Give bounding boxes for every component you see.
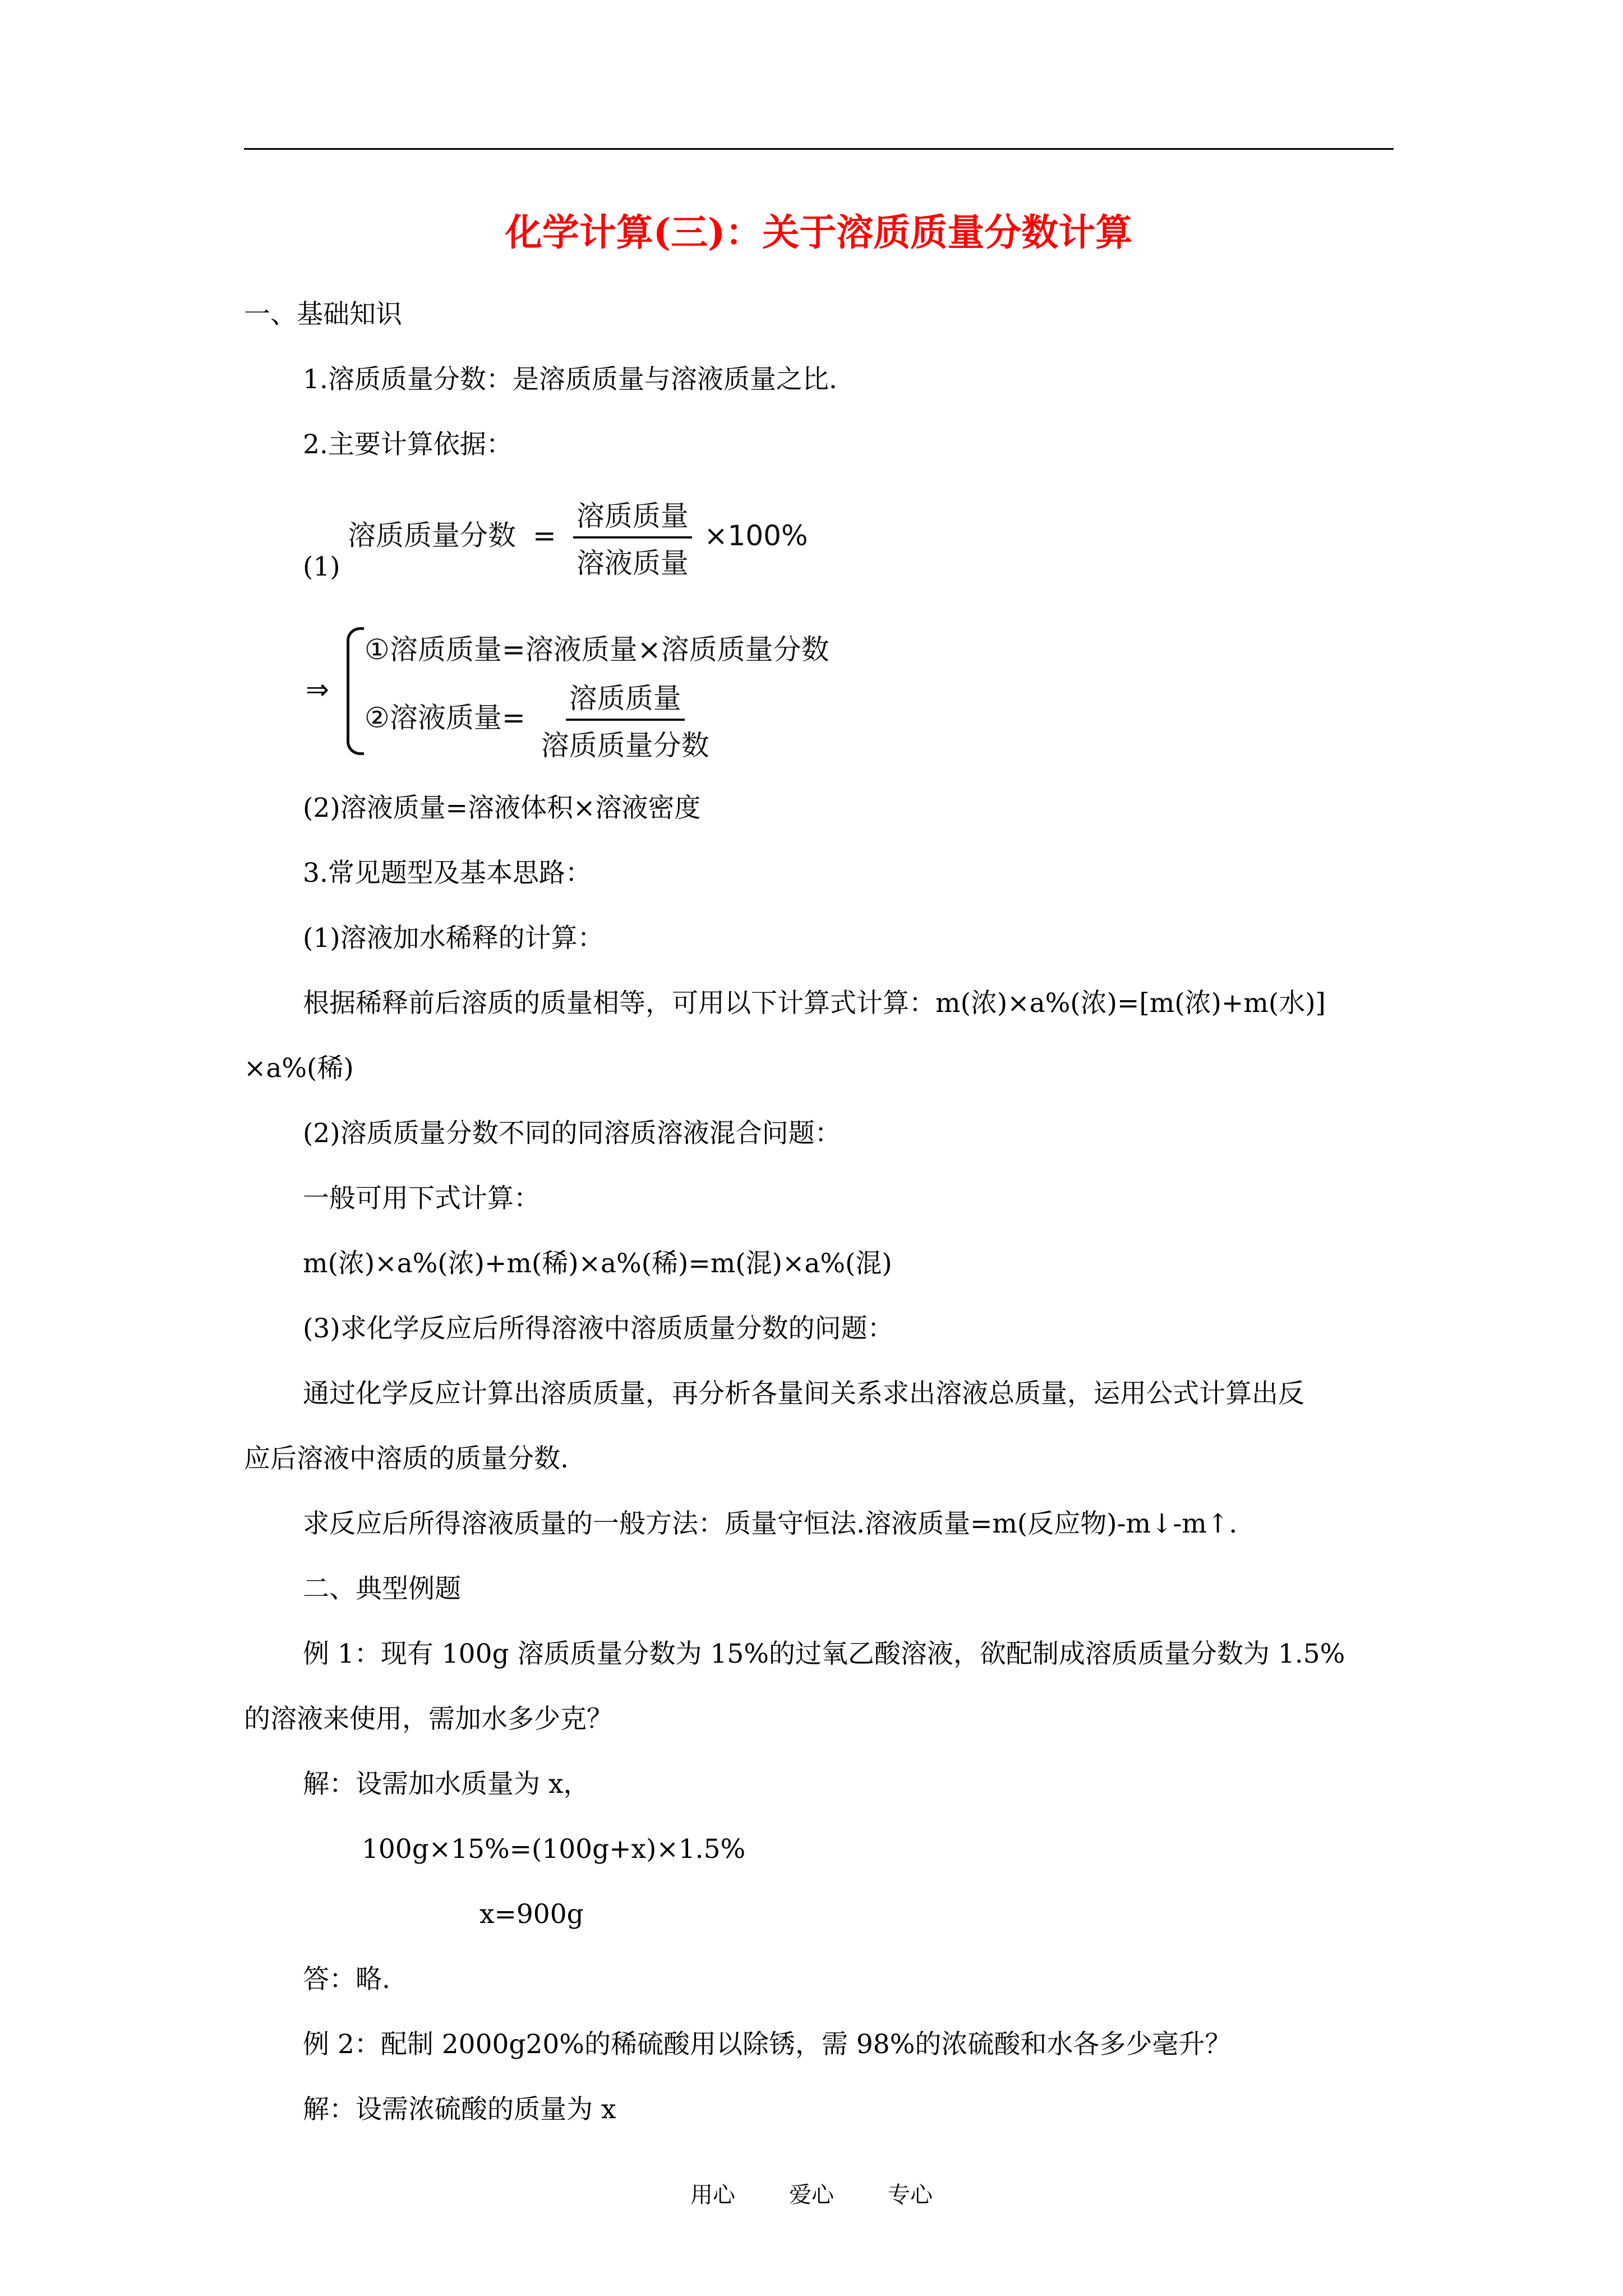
section-heading-examples: 二、典型例题: [303, 1573, 461, 1604]
fraction-numerator: 溶质质量: [566, 676, 685, 721]
derived-formula-1: [365, 627, 829, 668]
paragraph-continuation: 应后溶液中溶质的质量分数.: [244, 1443, 569, 1474]
footer-motto-3: 专心: [888, 2182, 933, 2208]
formula-fraction: [573, 494, 692, 581]
formula-lhs: 溶质质量分数: [348, 519, 516, 552]
fraction-numerator: 溶质质量: [573, 494, 692, 539]
mass-fraction-formula: [348, 494, 808, 581]
page-title: 化学计算(三)：关于溶质质量分数计算: [505, 210, 1133, 254]
paragraph: 求反应后所得溶液质量的一般方法：质量守恒法.溶液质量=m(反应物)-m↓-m↑.: [303, 1508, 1238, 1539]
example-1-solution: 解：设需加水质量为 x，: [303, 1769, 590, 1800]
footer-motto-1: 用心: [690, 2182, 735, 2208]
formula-fraction: [538, 676, 713, 763]
formula-label: (1): [303, 551, 340, 582]
example-1-question-continuation: 的溶液来使用，需加水多少克？: [244, 1704, 613, 1734]
left-brace: [347, 627, 364, 755]
example-1-equation: 100g×15%=(100g+x)×1.5%: [362, 1834, 746, 1865]
fraction-denominator: 溶质质量分数: [541, 729, 709, 762]
fraction-denominator: 溶液质量: [576, 547, 689, 579]
example-2-question: 例 2：配制 2000g20%的稀硫酸用以除锈，需 98%的浓硫酸和水各多少毫升？: [303, 2029, 1232, 2060]
section-heading-basics: 一、基础知识: [244, 299, 402, 330]
example-1-answer: 答：略.: [303, 1964, 390, 1995]
example-1-question: 例 1：现有 100g 溶质质量分数为 15%的过氧乙酸溶液，欲配制成溶质质量分数为 1.5%: [303, 1639, 1345, 1669]
header-rule: [244, 148, 1394, 150]
example-1-result: x=900g: [479, 1899, 584, 1930]
paragraph: 1.溶质质量分数：是溶质质量与溶液质量之比.: [303, 364, 837, 395]
paragraph: 2.主要计算依据：: [303, 429, 513, 460]
paragraph: 一般可用下式计算：: [303, 1183, 540, 1214]
formula-equals: =: [532, 519, 556, 552]
paragraph: (1)溶液加水稀释的计算：: [303, 923, 604, 954]
implies-arrow: ⇒: [306, 673, 329, 706]
paragraph: 根据稀释前后溶质的质量相等，可用以下计算式计算：m(浓)×a%(浓)=[m(浓)+m(水)]: [303, 988, 1326, 1019]
paragraph: (3)求化学反应后所得溶液中溶质质量分数的问题：: [303, 1313, 894, 1344]
page-footer: [0, 2181, 1623, 2209]
paragraph: (2)溶质质量分数不同的同溶质溶液混合问题：: [303, 1118, 841, 1149]
paragraph: 3.常见题型及基本思路：: [303, 858, 592, 889]
paragraph: 通过化学反应计算出溶质质量，再分析各量间关系求出溶液总质量，运用公式计算出反: [303, 1378, 1304, 1409]
footer-motto-2: 爱心: [789, 2182, 834, 2208]
formula-text: 溶液质量=: [389, 701, 525, 734]
formula-multiplier: ×100%: [704, 519, 808, 552]
paragraph: (2)溶液质量=溶液体积×溶液密度: [303, 793, 701, 823]
formula-text: 溶质质量=溶液质量×溶质质量分数: [389, 633, 829, 666]
circled-number-2: ②: [365, 701, 390, 734]
example-2-solution: 解：设需浓硫酸的质量为 x: [303, 2094, 616, 2125]
paragraph-continuation: ×a%(稀): [244, 1053, 354, 1084]
circled-number-1: ①: [365, 633, 390, 666]
equation: m(浓)×a%(浓)+m(稀)×a%(稀)=m(混)×a%(混): [303, 1248, 892, 1279]
derived-formula-2: [365, 676, 713, 763]
